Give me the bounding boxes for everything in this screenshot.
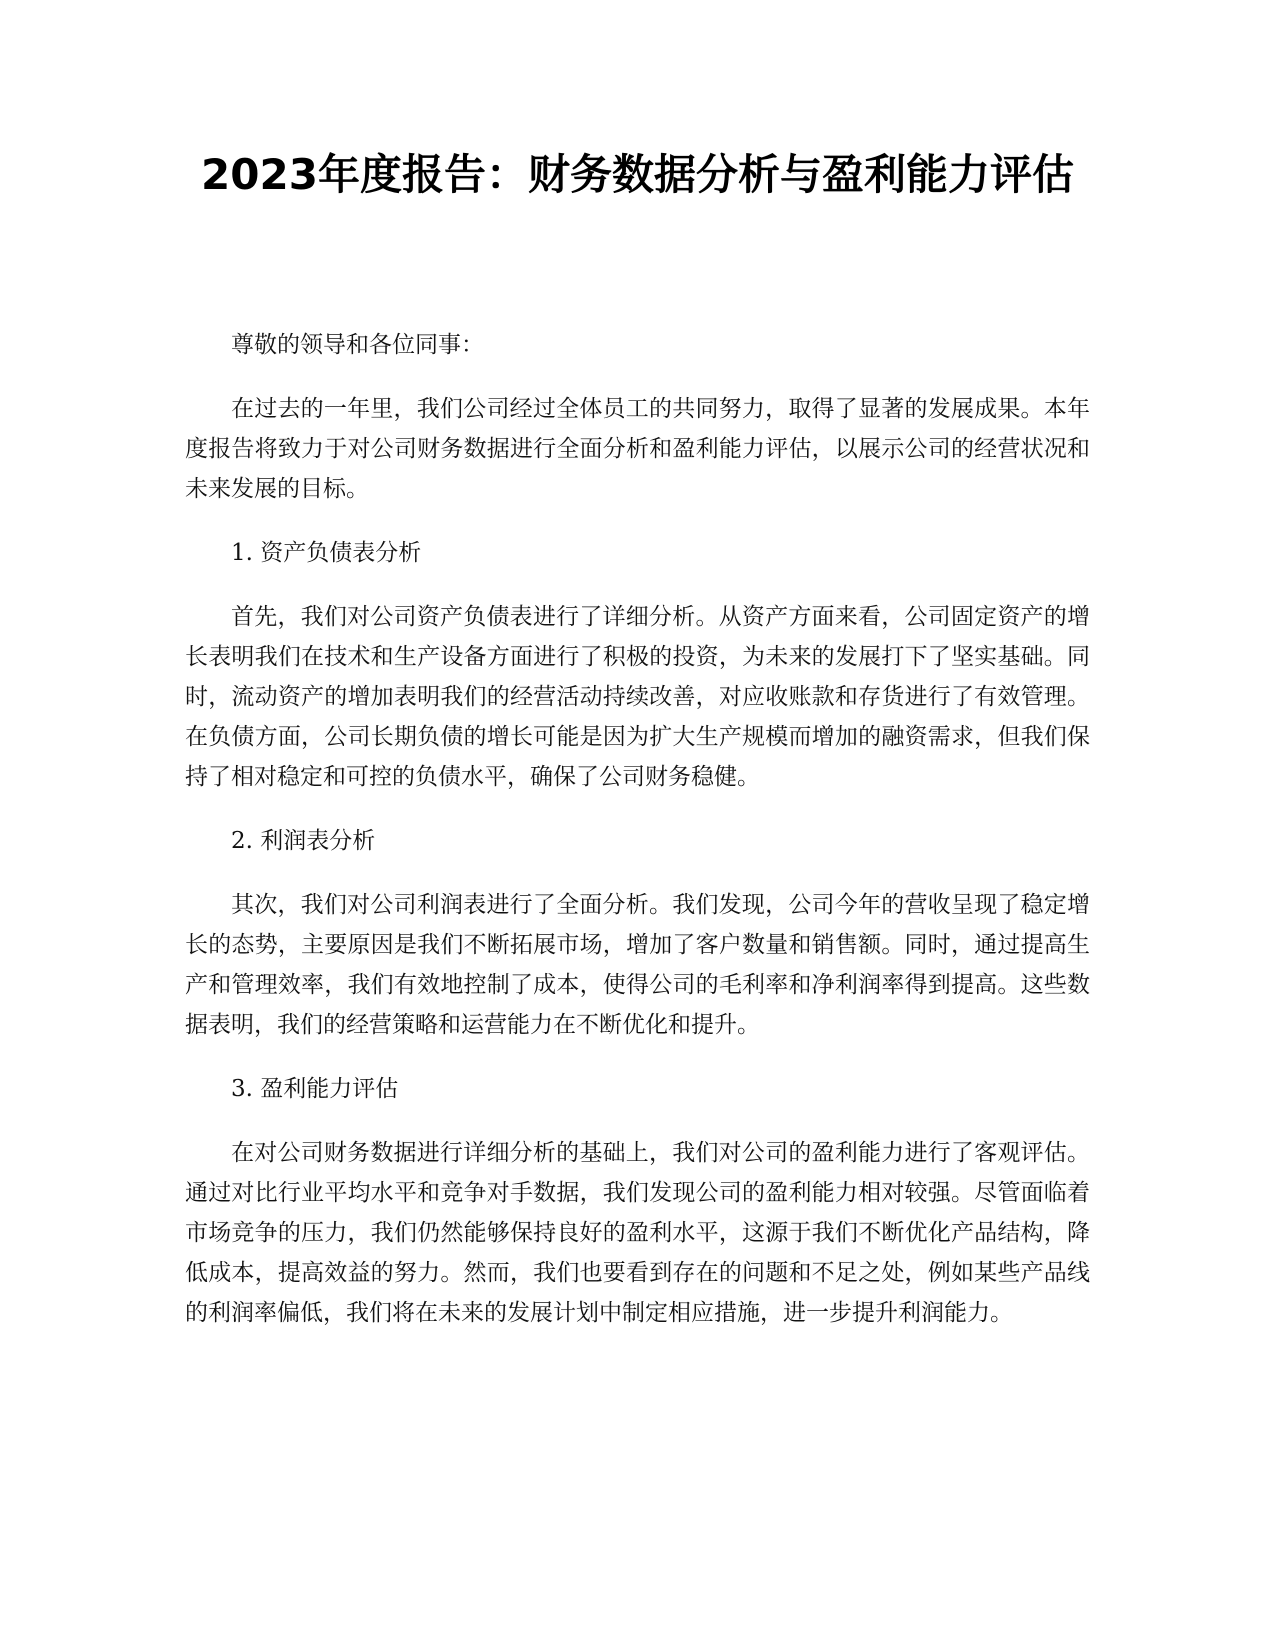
section-heading-income-statement: 2. 利润表分析 [231,828,376,854]
greeting: 尊敬的领导和各位同事： [231,332,484,358]
section-body-income-statement: 其次，我们对公司利润表进行了全面分析。我们发现，公司今年的营收呈现了稳定增长的态势，主要原因是我们不断拓展市场，增加了客户数量和销售额。同时，通过提高生产和管理效率，我们有效地控制了成本，使得公司的毛利率和净利润率得到提高。这些数据表明，我们的经营策略和运营能力在不断优化和提升。 [185,892,1090,1038]
section-heading-profitability: 3. 盈利能力评估 [231,1076,399,1102]
section-heading-balance-sheet: 1. 资产负债表分析 [231,540,422,566]
document-body [185,325,1090,1357]
intro-paragraph: 在过去的一年里，我们公司经过全体员工的共同努力，取得了显著的发展成果。本年度报告将致力于对公司财务数据进行全面分析和盈利能力评估，以展示公司的经营状况和未来发展的目标。 [185,396,1090,502]
document-title: 2023年度报告：财务数据分析与盈利能力评估 [201,150,1074,199]
section-body-balance-sheet: 首先，我们对公司资产负债表进行了详细分析。从资产方面来看，公司固定资产的增长表明我们在技术和生产设备方面进行了积极的投资，为未来的发展打下了坚实基础。同时，流动资产的增加表明我们的经营活动持续改善，对应收账款和存货进行了有效管理。在负债方面，公司长期负债的增长可能是因为扩大生产规模而增加的融资需求，但我们保持了相对稳定和可控的负债水平，确保了公司财务稳健。 [185,604,1090,790]
section-body-profitability: 在对公司财务数据进行详细分析的基础上，我们对公司的盈利能力进行了客观评估。通过对比行业平均水平和竞争对手数据，我们发现公司的盈利能力相对较强。尽管面临着市场竞争的压力，我们仍然能够保持良好的盈利水平，这源于我们不断优化产品结构，降低成本，提高效益的努力。然而，我们也要看到存在的问题和不足之处，例如某些产品线的利润率偏低，我们将在未来的发展计划中制定相应措施，进一步提升利润能力。 [185,1140,1090,1326]
